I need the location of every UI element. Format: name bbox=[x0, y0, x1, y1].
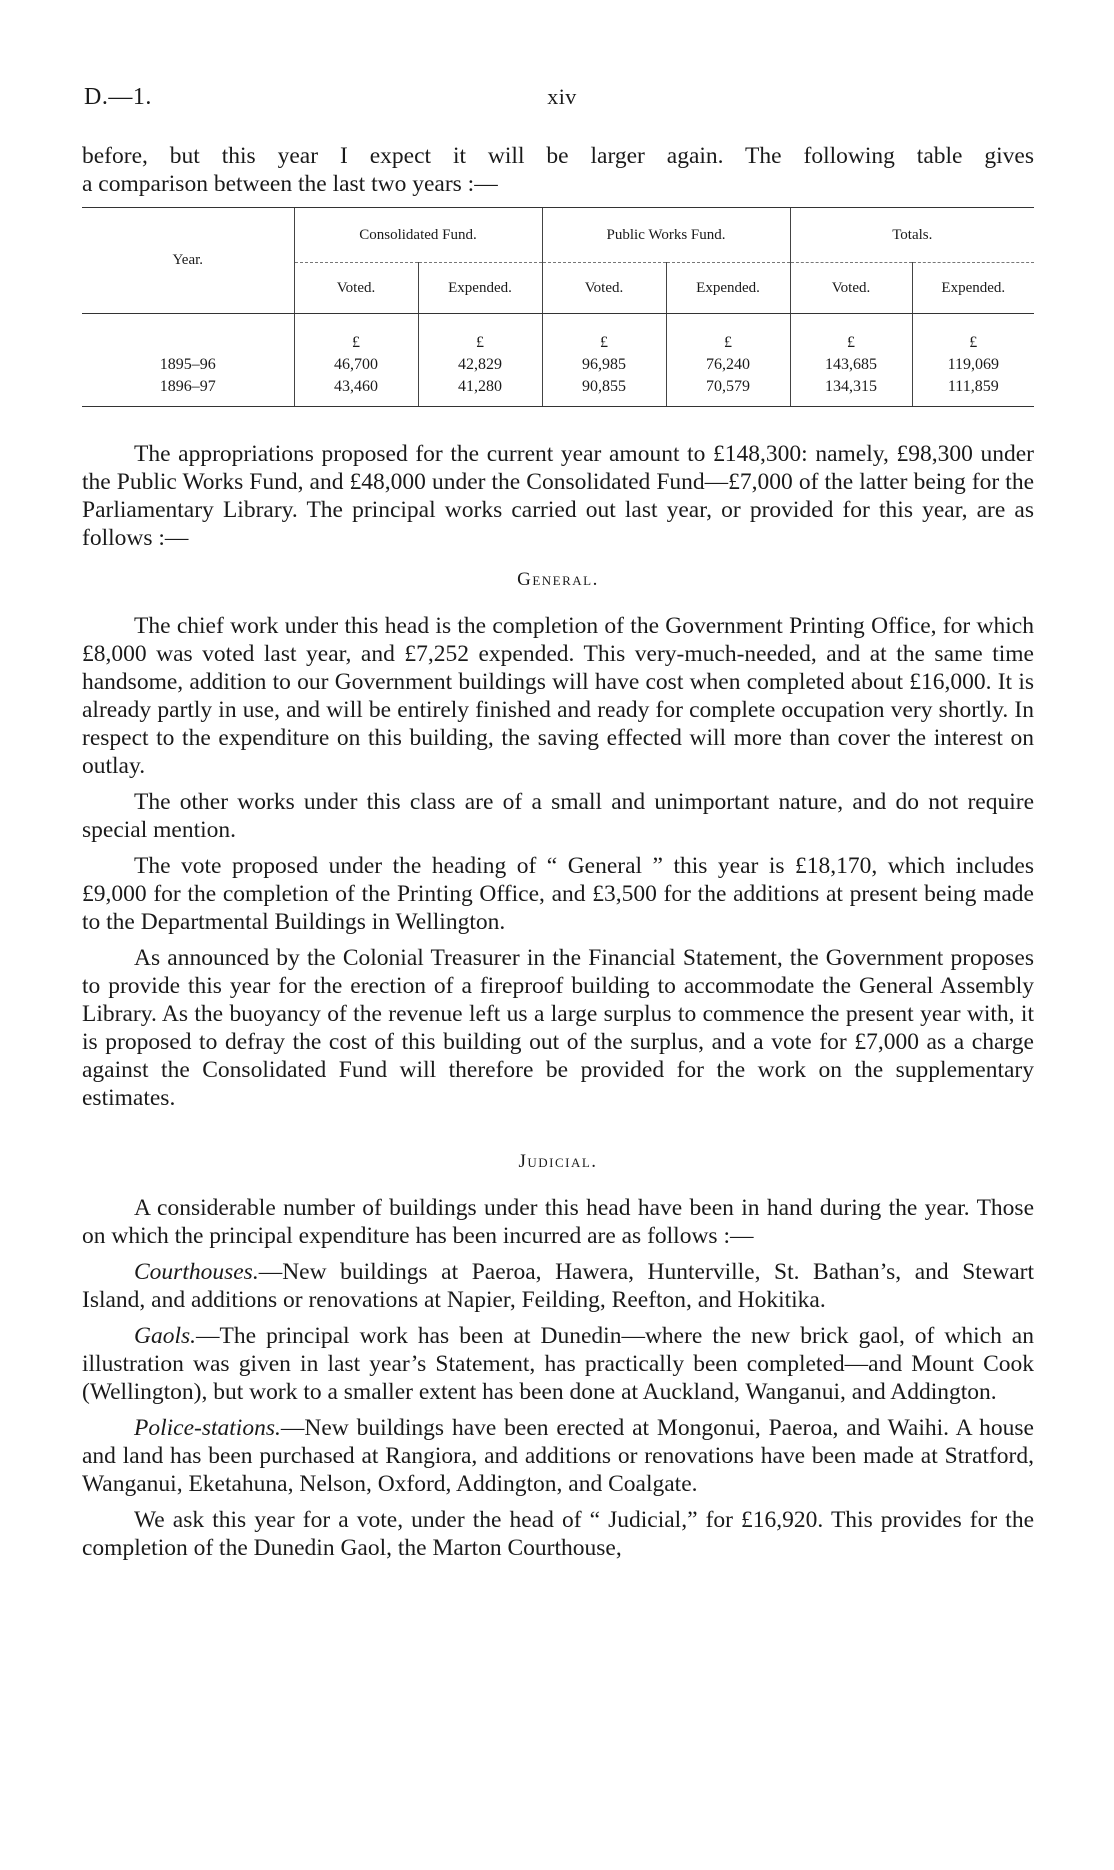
paragraph-police-stations bbox=[82, 1414, 1034, 1498]
paragraph-courthouses bbox=[82, 1258, 1034, 1314]
paragraph-general-3: The vote proposed under the heading of “ General ” this year is £18,170, which includes £9,000 for the completion of the Printing Office, and £3,500 for the additions at present being made to the Departmental Buildings in Wellington. bbox=[82, 853, 1034, 935]
subheader-expended: Expended. bbox=[418, 263, 542, 314]
lead-police-stations: Police-stations. bbox=[134, 1415, 281, 1441]
gaols-text: —The principal work has been at Dunedin—where the new brick gaol, of which an illustration was given in last year’s Statement, has practically been completed—and Mount Cook (Wellington), but work to a smaller extent has been done at Auckland, Wanganui, and Addington. bbox=[82, 1323, 1034, 1405]
table-body-row bbox=[82, 314, 1034, 407]
lead-courthouses: Courthouses. bbox=[134, 1259, 259, 1285]
value: 42,829 bbox=[458, 356, 502, 373]
paragraph-general-1: The chief work under this head is the completion of the Government Printing Office, for which £8,000 was voted last year, and £7,252 expended. This very-much-needed, and at the same time handsome, addition to our Government buildings will have cost when completed about £16,000. It is already partly in use, and will be entirely finished and ready for complete occupation very shortly. In respect to the expenditure on this building, the saving effected will more than cover the interest on outlay. bbox=[82, 613, 1034, 779]
intro-text bbox=[82, 142, 1034, 198]
year-cell bbox=[82, 314, 294, 407]
paragraph-general-4: As announced by the Colonial Treasurer in the Financial Statement, the Government proposes to provide this year for the erection of a fireproof building to accommodate the General Assembly Library. As the buoyancy of the revenue left us a large surplus to commence the present year with, it is proposed to defray the cost of this building out of the surplus, and a vote for £7,000 as a charge against the Consolidated Fund will therefore be provided for the work on the supplementary estimates. bbox=[82, 945, 1034, 1111]
subheader-voted: Voted. bbox=[294, 263, 418, 314]
page-reference: D.—1. bbox=[84, 84, 152, 110]
table-cell bbox=[294, 314, 418, 407]
courthouses-text: —New buildings at Paeroa, Hawera, Hunterville, St. Bathan’s, and Stewart Island, and additions or renovations at Napier, Feilding, Reefton, and Hokitika. bbox=[82, 1259, 1034, 1313]
table-cell bbox=[912, 314, 1034, 407]
table-cell bbox=[790, 314, 912, 407]
subheader-voted: Voted. bbox=[542, 263, 666, 314]
value: 143,685 bbox=[825, 356, 878, 373]
subheader-expended: Expended. bbox=[912, 263, 1034, 314]
group-public-works-fund: Public Works Fund. bbox=[542, 208, 790, 263]
paragraph-judicial-1: A considerable number of buildings under this head have been in hand during the year. Those on which the principal expenditure has been incurred are as follows :— bbox=[82, 1195, 1034, 1249]
unit-symbol: £ bbox=[476, 334, 484, 351]
subheader-expended: Expended. bbox=[666, 263, 790, 314]
value: 46,700 bbox=[334, 356, 378, 373]
main-text bbox=[82, 440, 1034, 1570]
year-header: Year. bbox=[82, 208, 294, 314]
value: 134,315 bbox=[825, 378, 878, 395]
table-cell bbox=[418, 314, 542, 407]
value: 41,280 bbox=[458, 378, 502, 395]
intro-line-2: a comparison between the last two years :— bbox=[82, 171, 498, 197]
section-heading-general: General. bbox=[517, 569, 599, 590]
group-totals: Totals. bbox=[790, 208, 1034, 263]
unit-symbol: £ bbox=[969, 334, 978, 351]
value: 96,985 bbox=[582, 356, 627, 373]
subheader-voted: Voted. bbox=[790, 263, 912, 314]
intro-line-1: before, but this year I expect it will be larger again. The following table gives bbox=[82, 143, 1034, 169]
unit-symbol: £ bbox=[600, 334, 609, 351]
table-cell bbox=[666, 314, 790, 407]
paragraph-gaols bbox=[82, 1322, 1034, 1406]
year-1896-97: 1896–97 bbox=[159, 378, 216, 395]
value: 76,240 bbox=[706, 356, 751, 373]
paragraph-judicial-vote: We ask this year for a vote, under the head of “ Judicial,” for £16,920. This provides for the completion of the Dunedin Gaol, the Marton Courthouse, bbox=[82, 1507, 1034, 1561]
police-stations-text: —New buildings have been erected at Mongonui, Paeroa, and Waihi. A house and land has been purchased at Rangiora, and additions or renovations have been made at Stratford, Wanganui, Eketahuna, Nelson, Oxford, Addington, and Coalgate. bbox=[82, 1415, 1034, 1497]
page-number: xiv bbox=[547, 84, 577, 109]
comparison-table bbox=[82, 207, 1034, 407]
value: 70,579 bbox=[706, 378, 751, 395]
group-consolidated-fund: Consolidated Fund. bbox=[294, 208, 542, 263]
unit-symbol: £ bbox=[352, 334, 360, 351]
table-cell bbox=[542, 314, 666, 407]
section-heading-judicial: Judicial. bbox=[518, 1151, 598, 1172]
value: 119,069 bbox=[947, 356, 999, 373]
unit-symbol: £ bbox=[847, 334, 856, 351]
paragraph-appropriations: The appropriations proposed for the current year amount to £148,300: namely, £98,300 under the Public Works Fund, and £48,000 under the Consolidated Fund—£7,000 of the latter being for the Parliamentary Library. The principal works carried out last year, or provided for this year, are as follows :— bbox=[82, 441, 1034, 551]
year-1895-96: 1895–96 bbox=[159, 356, 216, 373]
paragraph-general-2: The other works under this class are of a small and unimportant nature, and do not require special mention. bbox=[82, 789, 1034, 843]
value: 90,855 bbox=[582, 378, 627, 395]
value: 111,859 bbox=[947, 378, 999, 395]
unit-symbol: £ bbox=[724, 334, 733, 351]
value: 43,460 bbox=[334, 378, 378, 395]
lead-gaols: Gaols. bbox=[134, 1323, 197, 1349]
